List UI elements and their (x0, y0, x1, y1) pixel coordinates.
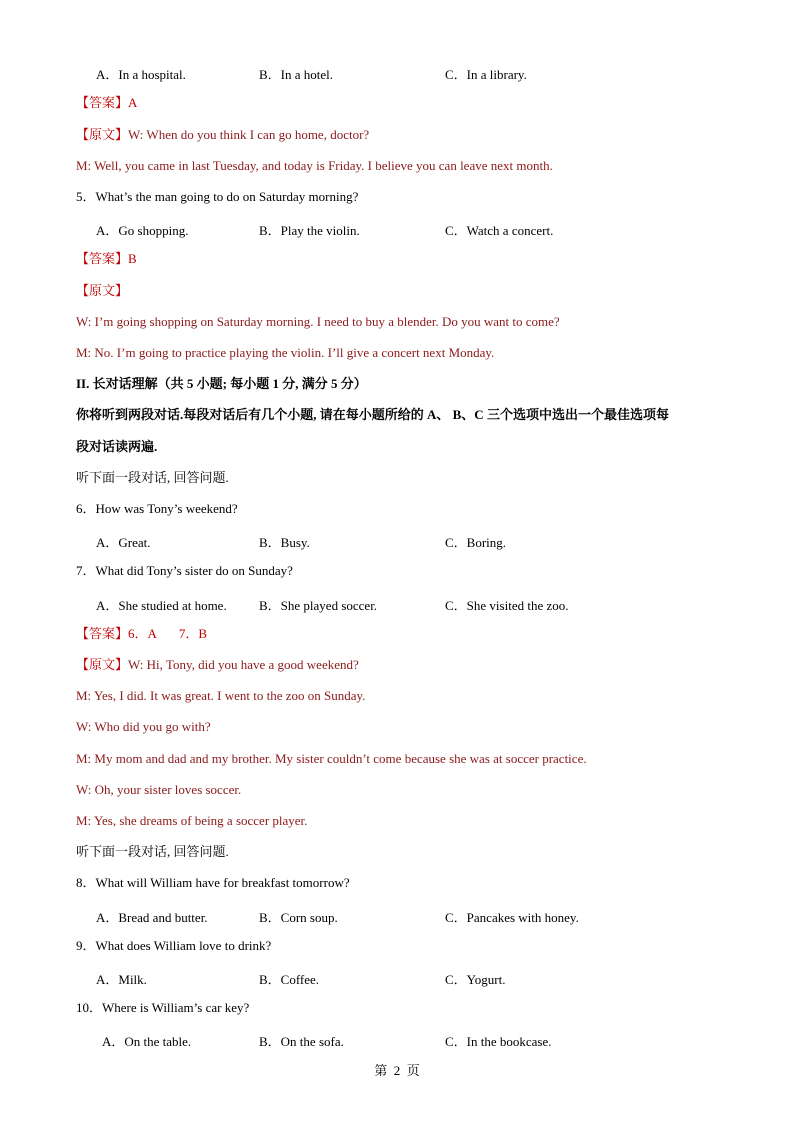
q4-option-a: A．In a hospital. (96, 67, 186, 82)
transcript-tag: 【原文】 (76, 657, 129, 672)
q67-answer-line (76, 626, 207, 642)
q5-transcript-line-2: M: No. I’m going to practice playing the violin. I’ll give a concert next Monday. (76, 345, 495, 360)
q7-option-a: A．She studied at home. (96, 598, 227, 613)
q67-transcript-line-6: M: Yes, she dreams of being a soccer player. (76, 813, 308, 828)
q4-answer-line (76, 95, 137, 111)
section-instructions-2: 段对话读两遍. (76, 439, 158, 454)
q4-option-c: C．In a library. (445, 67, 527, 82)
q6-question: 6．How was Tony’s weekend? (76, 501, 238, 516)
q10-option-c: C．In the bookcase. (445, 1034, 552, 1049)
transcript-text: W: Hi, Tony, did you have a good weekend? (128, 657, 359, 672)
transcript-text: W: When do you think I can go home, doctor? (128, 127, 370, 142)
q10-option-b: B．On the sofa. (259, 1034, 344, 1049)
q9-question: 9．What does William love to drink? (76, 938, 272, 953)
q8-question: 8．What will William have for breakfast tomorrow? (76, 875, 350, 890)
q6-option-b: B．Busy. (259, 535, 310, 550)
answer-tag: 【答案】 (76, 626, 129, 641)
transcript-tag: 【原文】 (76, 127, 129, 142)
q6-option-c: C．Boring. (445, 535, 507, 550)
q67-transcript-line-2: M: Yes, I did. It was great. I went to the zoo on Sunday. (76, 688, 366, 703)
answer-tag: 【答案】 (76, 95, 129, 110)
q9-option-c: C．Yogurt. (445, 972, 506, 987)
answer-tag: 【答案】 (76, 251, 129, 266)
answer-value: B (128, 251, 137, 266)
answer-value: A (128, 95, 138, 110)
q5-transcript-line-1: W: I’m going shopping on Saturday morning. I need to buy a blender. Do you want to come? (76, 314, 560, 329)
q9-option-a: A．Milk. (96, 972, 147, 987)
q5-transcript-tag: 【原文】 (76, 283, 129, 298)
q5-answer-line (76, 251, 137, 267)
q7-option-c: C．She visited the zoo. (445, 598, 569, 613)
q4-option-b: B．In a hotel. (259, 67, 334, 82)
q6-option-a: A．Great. (96, 535, 151, 550)
q67-transcript-line-1 (76, 657, 359, 673)
q10-option-a: A．On the table. (102, 1034, 192, 1049)
page-number: 第 2 页 (374, 1063, 420, 1078)
q5-option-a: A．Go shopping. (96, 223, 189, 238)
q8-option-b: B．Corn soup. (259, 910, 338, 925)
q67-transcript-line-5: W: Oh, your sister loves soccer. (76, 782, 242, 797)
q5-option-c: C．Watch a concert. (445, 223, 554, 238)
q67-transcript-line-3: W: Who did you go with? (76, 719, 211, 734)
q7-question: 7．What did Tony’s sister do on Sunday? (76, 563, 293, 578)
q67-transcript-line-4: M: My mom and dad and my brother. My sister couldn’t come because she was at soccer practice. (76, 751, 587, 766)
section-title: II. 长对话理解（共 5 小题; 每小题 1 分, 满分 5 分） (76, 376, 367, 391)
q4-transcript-line-2: M: Well, you came in last Tuesday, and today is Friday. I believe you can leave next month. (76, 158, 553, 173)
section-instructions-1: 你将听到两段对话.每段对话后有几个小题, 请在每小题所给的 A、 B、C 三个选项中选出一个最佳选项每 (76, 407, 669, 422)
q4-transcript-line-1 (76, 127, 369, 143)
q5-option-b: B．Play the violin. (259, 223, 360, 238)
listen-instruction-1: 听下面一段对话, 回答问题. (76, 470, 229, 485)
q7-option-b: B．She played soccer. (259, 598, 378, 613)
listen-instruction-2: 听下面一段对话, 回答问题. (76, 844, 229, 859)
answer-value: 6．A 7．B (128, 626, 208, 641)
q8-option-a: A．Bread and butter. (96, 910, 208, 925)
q5-question: 5．What’s the man going to do on Saturday morning? (76, 189, 359, 204)
q10-question: 10．Where is William’s car key? (76, 1000, 250, 1015)
q9-option-b: B．Coffee. (259, 972, 320, 987)
q8-option-c: C．Pancakes with honey. (445, 910, 579, 925)
